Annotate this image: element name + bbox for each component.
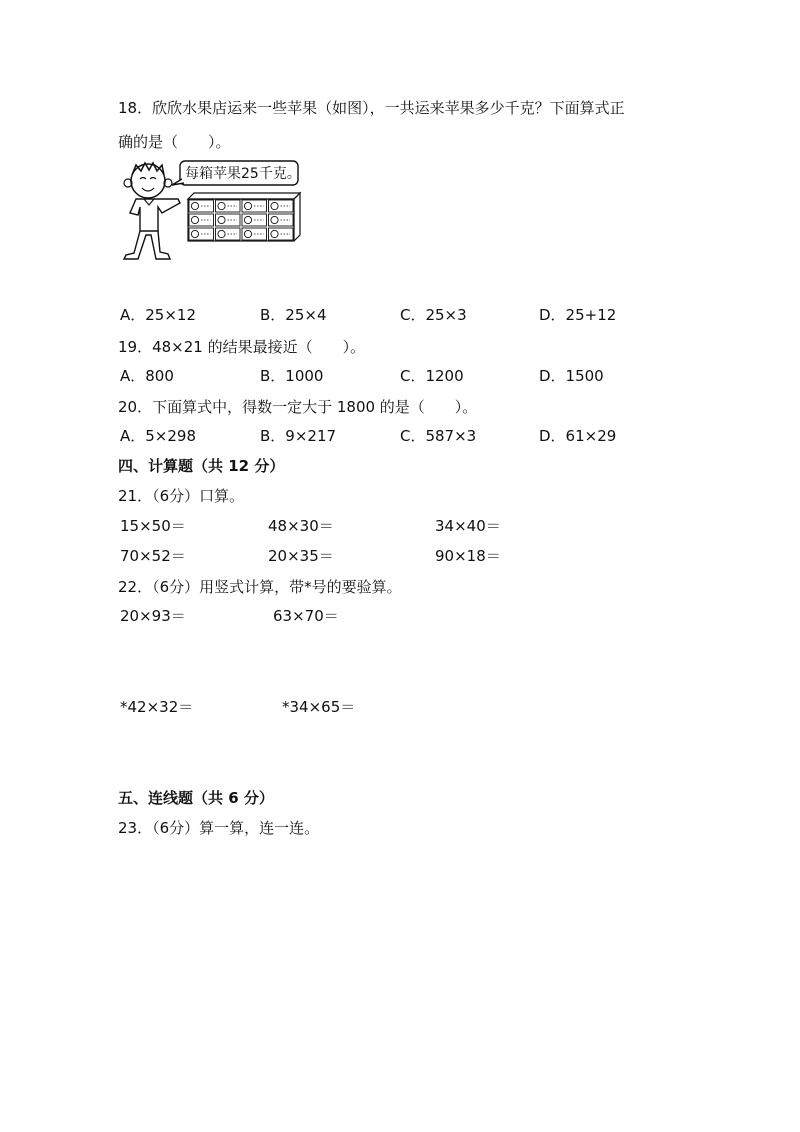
q19-text: 19．48×21 的结果最接近（ ）。 [118, 338, 366, 356]
q18-text-line1: 18．欣欣水果店运来一些苹果（如图），一共运来苹果多少千克？下面算式正 [118, 99, 625, 117]
q18-illustration [118, 155, 318, 269]
q19-option-b[interactable]: B．1000 [260, 367, 324, 385]
q18-option-a[interactable]: A．25×12 [120, 306, 197, 324]
q18-text-line2: 确的是（ ）。 [118, 133, 231, 151]
q21-item-5: 20×35＝ [268, 547, 334, 565]
q20-option-a[interactable]: A．5×298 [120, 427, 197, 445]
apple-icon [191, 230, 198, 237]
q18-option-b[interactable]: B．25×4 [260, 306, 327, 324]
apple-icon [191, 216, 198, 223]
q18-option-d[interactable]: D．25+12 [539, 306, 617, 324]
apple-icon [244, 202, 251, 209]
q20-option-c[interactable]: C．587×3 [400, 427, 477, 445]
apple-icon [218, 230, 225, 237]
apple-icon [218, 202, 225, 209]
q22-item-2: 63×70＝ [273, 607, 339, 625]
apple-icon [271, 230, 278, 237]
q22-item-1: 20×93＝ [120, 607, 186, 625]
speech-bubble-text: 每箱苹果25千克。 [185, 166, 301, 182]
q18-option-c[interactable]: C．25×3 [400, 306, 467, 324]
q21-item-6: 90×18＝ [435, 547, 501, 565]
q21-item-2: 48×30＝ [268, 517, 334, 535]
apple-icon [191, 202, 198, 209]
q21-text: 21．（6分）口算。 [118, 487, 245, 505]
section4-title: 四、计算题（共 12 分） [118, 457, 285, 475]
q20-option-b[interactable]: B．9×217 [260, 427, 337, 445]
apple-icon [244, 216, 251, 223]
q19-option-c[interactable]: C．1200 [400, 367, 464, 385]
apple-icon [244, 230, 251, 237]
q20-option-d[interactable]: D．61×29 [539, 427, 617, 445]
q20-text: 20．下面算式中，得数一定大于 1800 的是（ ）。 [118, 398, 478, 416]
apple-icon [271, 202, 278, 209]
section5-title: 五、连线题（共 6 分） [118, 789, 274, 807]
q22-item-4: *34×65＝ [282, 698, 356, 716]
q23-text: 23．（6分）算一算，连一连。 [118, 819, 320, 837]
q19-option-a[interactable]: A．800 [120, 367, 174, 385]
apple-icon [218, 216, 225, 223]
q22-text: 22．（6分）用竖式计算，带*号的要验算。 [118, 578, 402, 596]
q21-item-3: 34×40＝ [435, 517, 501, 535]
q19-option-d[interactable]: D．1500 [539, 367, 604, 385]
boy-with-apple-boxes-image [118, 155, 318, 265]
q22-item-3: *42×32＝ [120, 698, 194, 716]
q21-item-4: 70×52＝ [120, 547, 186, 565]
apple-icon [271, 216, 278, 223]
q21-item-1: 15×50＝ [120, 517, 186, 535]
